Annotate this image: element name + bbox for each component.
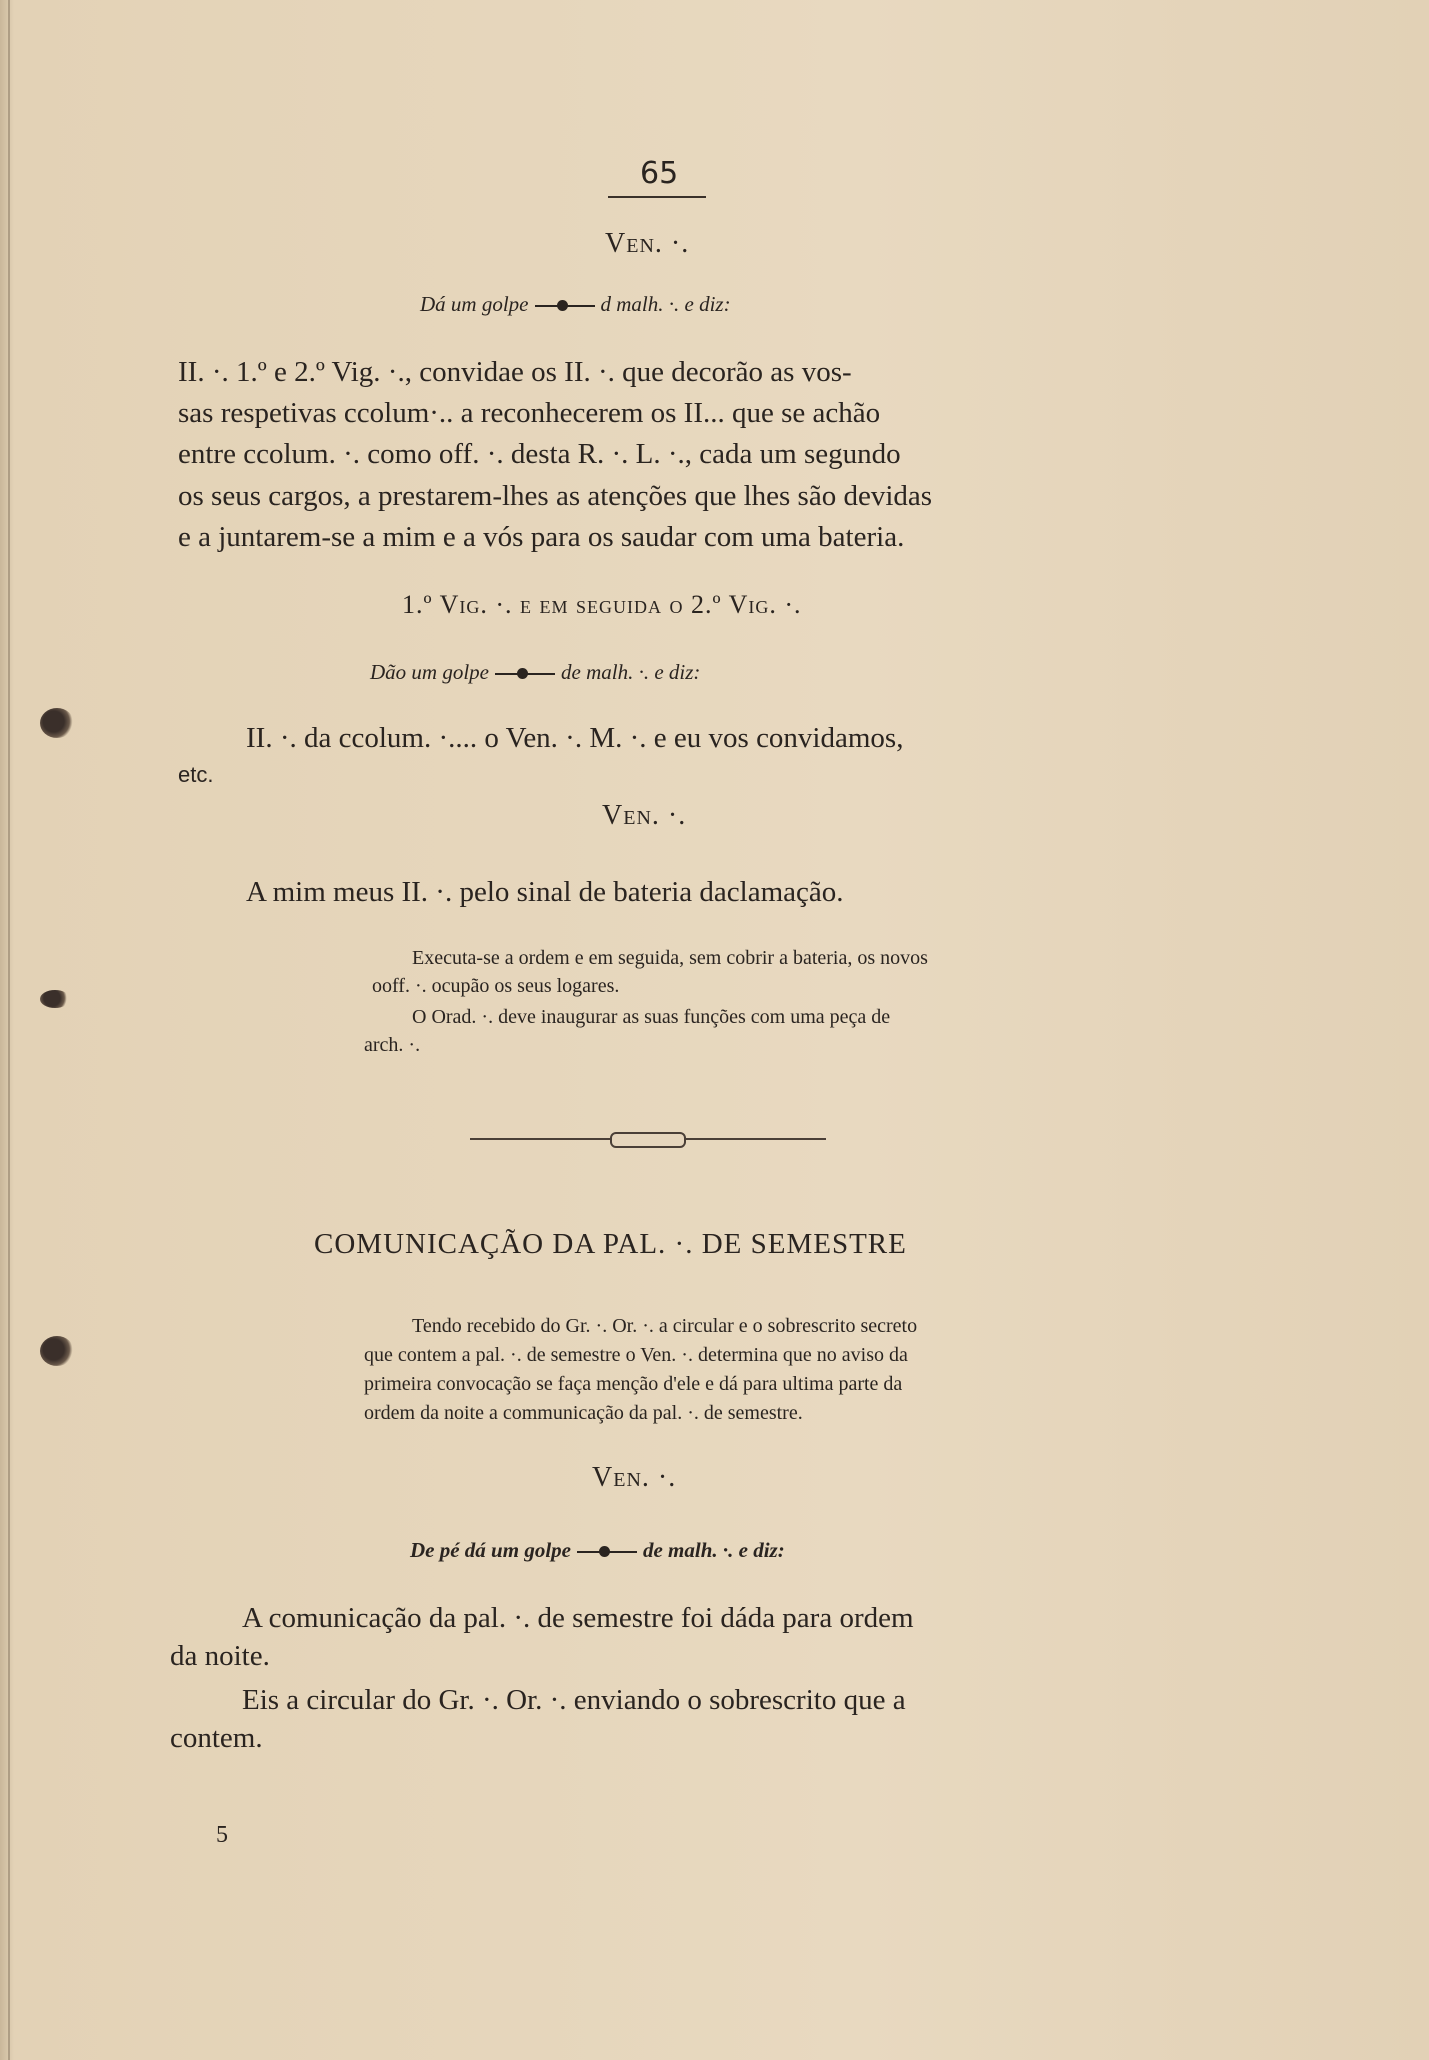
section-heading: COMUNICAÇÃO DA PAL. ·. DE SEMESTRE bbox=[314, 1228, 907, 1260]
page-number: 65 bbox=[640, 156, 679, 191]
stage-2-b: de malh. ·. e diz: bbox=[561, 660, 701, 684]
note-3-line: Tendo recebido do Gr. ·. Or. ·. a circular e o sobrescrito secreto bbox=[412, 1315, 918, 1337]
line-3: A mim meus II. ·. pelo sinal de bateria daclamação. bbox=[246, 876, 844, 908]
speaker-ven-3: Ven. ·. bbox=[592, 1462, 677, 1493]
para-4-line: A comunicação da pal. ·. de semestre foi dáda para ordem bbox=[242, 1602, 914, 1634]
speaker-ven-2: Ven. ·. bbox=[602, 800, 687, 831]
stage-3-b: de malh. ·. e diz: bbox=[642, 1538, 785, 1562]
para-1-line: e a juntarem-se a mim e a vós para os saudar com uma bateria. bbox=[178, 521, 905, 553]
gavel-dash bbox=[495, 673, 555, 675]
para-1-line: II. ·. 1.º e 2.º Vig. ·., convidae os II. ·. que decorão as vos- bbox=[178, 356, 852, 388]
para-4-line: contem. bbox=[170, 1722, 263, 1754]
stage-1-a: Dá um golpe bbox=[420, 292, 529, 316]
para-1-line: sas respetivas ccolum·.. a reconhecerem os II... que se achão bbox=[178, 397, 881, 429]
note-2-line: arch. ·. bbox=[364, 1034, 421, 1056]
divider-ornament bbox=[610, 1132, 686, 1148]
para-1-line: entre ccolum. ·. como off. ·. desta R. ·. L. ·., cada um segundo bbox=[178, 438, 901, 470]
stage-3-a: De pé dá um golpe bbox=[410, 1538, 571, 1562]
note-1-line: Executa-se a ordem e em seguida, sem cobrir a bateria, os novos bbox=[412, 947, 928, 969]
binding-hole bbox=[40, 708, 74, 738]
para-4-line: Eis a circular do Gr. ·. Or. ·. enviando o sobrescrito que a bbox=[242, 1684, 906, 1716]
stage-direction-2 bbox=[370, 660, 700, 685]
etc-label: etc. bbox=[178, 762, 214, 787]
gavel-dash bbox=[535, 305, 595, 307]
stage-2-a: Dão um golpe bbox=[370, 660, 489, 684]
speaker-ven: Ven. ·. bbox=[605, 228, 690, 259]
binding-hole bbox=[40, 1336, 74, 1366]
note-3-line: ordem da noite a communicação da pal. ·. de semestre. bbox=[364, 1402, 803, 1424]
binding-hole bbox=[40, 990, 70, 1008]
stage-1-b: d malh. ·. e diz: bbox=[600, 292, 731, 316]
stage-direction-1 bbox=[420, 292, 731, 317]
gavel-dash bbox=[577, 1551, 637, 1553]
note-2-line: O Orad. ·. deve inaugurar as suas funções com uma peça de bbox=[412, 1006, 891, 1028]
stage-direction-3 bbox=[410, 1538, 785, 1563]
page-number-rule bbox=[608, 196, 706, 198]
line-2: II. ·. da ccolum. ·.... o Ven. ·. M. ·. e eu vos convidamos, bbox=[246, 722, 904, 754]
note-1-line: ooff. ·. ocupão os seus logares. bbox=[372, 975, 620, 997]
signature-mark: 5 bbox=[216, 1822, 228, 1848]
speaker-vigs: 1.º Vig. ·. e em seguida o 2.º Vig. ·. bbox=[402, 590, 802, 619]
note-3-line: primeira convocação se faça menção d'ele e dá para ultima parte da bbox=[364, 1373, 903, 1395]
note-3-line: que contem a pal. ·. de semestre o Ven. ·. determina que no aviso da bbox=[364, 1344, 908, 1366]
page-edge bbox=[8, 0, 10, 2060]
para-1-line: os seus cargos, a prestarem-lhes as atenções que lhes são devidas bbox=[178, 480, 933, 512]
para-4-line: da noite. bbox=[170, 1640, 270, 1672]
